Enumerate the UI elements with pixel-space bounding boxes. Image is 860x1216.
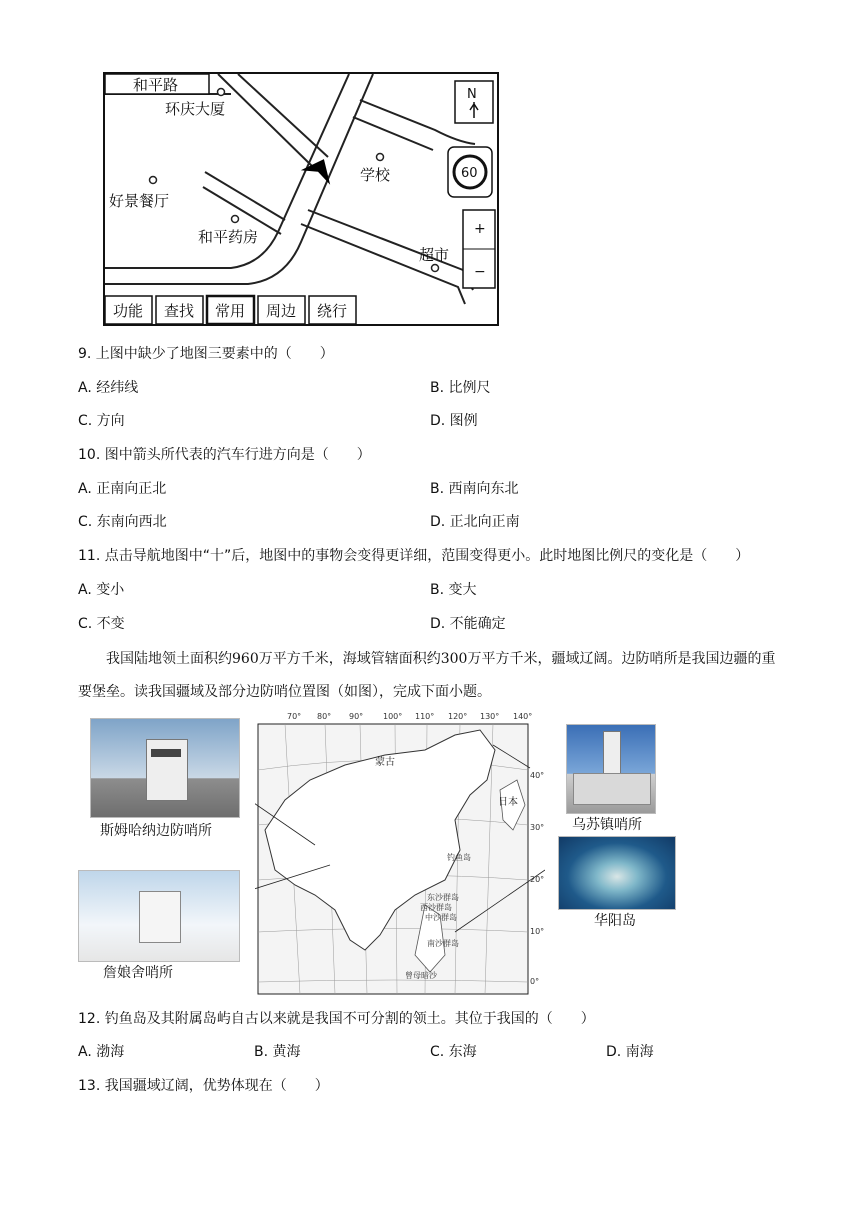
lat-10: 10° xyxy=(530,927,545,936)
intro-paragraph: 我国陆地领土面积约960万平方千米，海域管辖面积约300万平方千米，疆域辽阔。边防哨所是我国边疆的重要堡垒。读我国疆域及部分边防哨位置图（如图），完成下面小题。 xyxy=(78,651,776,700)
label-diaoyu: 钓鱼岛 xyxy=(447,853,471,862)
label-japan: 日本 xyxy=(498,797,518,808)
lat-30: 30° xyxy=(530,823,545,832)
north-arrow-icon: N xyxy=(467,87,477,102)
q10-option-c[interactable]: C. 东南向西北 xyxy=(78,514,167,530)
button-detour[interactable]: 绕行 xyxy=(317,302,348,320)
lon-100: 100° xyxy=(383,712,403,721)
q9-option-c[interactable]: C. 方向 xyxy=(78,413,125,429)
q11-stem: 11. 点击导航地图中“十”后，地图中的事物会变得更详细，范围变得更小。此时地图比例尺的变化是（ ） xyxy=(78,548,750,564)
q12-option-b[interactable]: B. 黄海 xyxy=(254,1044,301,1060)
lon-120: 120° xyxy=(448,712,468,721)
road-label: 和平路 xyxy=(133,76,179,94)
lat-40: 40° xyxy=(530,771,545,780)
zoom-out-button[interactable]: − xyxy=(474,264,486,280)
photo-huayang xyxy=(558,836,676,910)
q10-option-a[interactable]: A. 正南向正北 xyxy=(78,481,167,497)
q12-option-d[interactable]: D. 南海 xyxy=(606,1044,654,1060)
lon-140: 140° xyxy=(513,712,533,721)
label-zhongsha: 中沙群岛 xyxy=(425,913,457,922)
place-supermarket: 超市 xyxy=(419,246,450,264)
q11-option-b[interactable]: B. 变大 xyxy=(430,582,477,598)
lat-0: 0° xyxy=(530,977,540,986)
q10-stem: 10. 图中箭头所代表的汽车行进方向是（ ） xyxy=(78,447,371,463)
zoom-in-button[interactable]: + xyxy=(474,221,486,237)
q9-stem: 9. 上图中缺少了地图三要素中的（ ） xyxy=(78,346,334,362)
caption-zhanniang: 詹娘舍哨所 xyxy=(103,965,173,981)
q13-stem: 13. 我国疆域辽阔，优势体现在（ ） xyxy=(78,1078,329,1094)
photo-wusu xyxy=(566,724,656,814)
place-huanqing: 环庆大厦 xyxy=(165,100,226,118)
q12-option-c[interactable]: C. 东海 xyxy=(430,1044,477,1060)
place-restaurant: 好景餐厅 xyxy=(109,192,170,210)
caption-wusu: 乌苏镇哨所 xyxy=(572,817,642,833)
place-pharmacy: 和平药房 xyxy=(198,228,259,246)
label-dongsha: 东沙群岛 xyxy=(427,893,459,902)
lon-70: 70° xyxy=(287,712,302,721)
q11-option-d[interactable]: D. 不能确定 xyxy=(430,616,506,632)
speed-limit-sign: 60 xyxy=(461,166,478,181)
q11-option-a[interactable]: A. 变小 xyxy=(78,582,125,598)
navigation-map xyxy=(103,72,499,326)
caption-huayang: 华阳岛 xyxy=(594,913,636,929)
photo-simuhana xyxy=(90,718,240,818)
q10-option-d[interactable]: D. 正北向正南 xyxy=(430,514,520,530)
caption-simuhana: 斯姆哈纳边防哨所 xyxy=(100,823,212,839)
q9-option-a[interactable]: A. 经纬线 xyxy=(78,380,139,396)
photo-zhanniang xyxy=(78,870,240,962)
label-nansha: 南沙群岛 xyxy=(427,939,459,948)
q9-option-b[interactable]: B. 比例尺 xyxy=(430,380,491,396)
lat-20: 20° xyxy=(530,875,545,884)
label-xisha: 西沙群岛 xyxy=(420,903,452,912)
lon-90: 90° xyxy=(349,712,364,721)
button-nearby[interactable]: 周边 xyxy=(266,302,297,320)
label-zengmu: 曾母暗沙 xyxy=(405,971,437,980)
place-school: 学校 xyxy=(360,166,391,184)
button-common[interactable]: 常用 xyxy=(215,302,246,320)
q10-option-b[interactable]: B. 西南向东北 xyxy=(430,481,519,497)
button-search[interactable]: 查找 xyxy=(164,302,195,320)
q12-stem: 12. 钓鱼岛及其附属岛屿自古以来就是我国不可分割的领土。其位于我国的（ ） xyxy=(78,1011,595,1027)
lon-130: 130° xyxy=(480,712,500,721)
button-function[interactable]: 功能 xyxy=(113,302,144,320)
q12-option-a[interactable]: A. 渤海 xyxy=(78,1044,125,1060)
lon-80: 80° xyxy=(317,712,332,721)
territory-map xyxy=(255,710,545,998)
q9-option-d[interactable]: D. 图例 xyxy=(430,413,478,429)
q11-option-c[interactable]: C. 不变 xyxy=(78,616,125,632)
lon-110: 110° xyxy=(415,712,435,721)
label-mongolia: 蒙古 xyxy=(375,757,395,768)
